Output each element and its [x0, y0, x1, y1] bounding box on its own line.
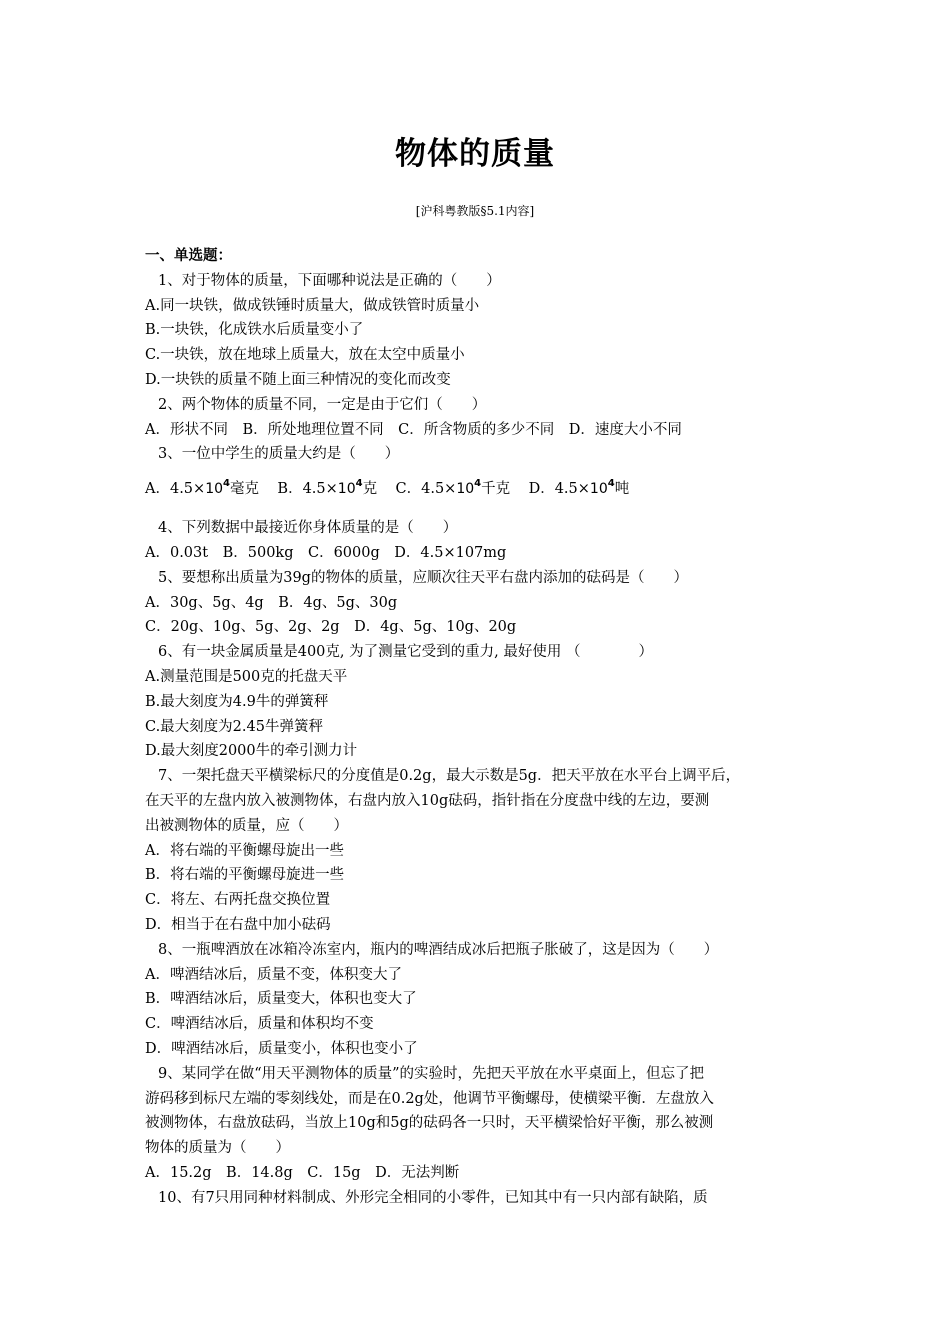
q1-option-a: A.同一块铁，做成铁锤时质量大，做成铁管时质量小	[145, 297, 480, 314]
question-5: 5、要想称出质量为39g的物体的质量，应顺次往天平右盘内添加的砝码是（ ）	[158, 569, 688, 586]
q7-option-a: A．将右端的平衡螺母旋出一些	[145, 842, 344, 859]
q2-options: A．形状不同 B．所处地理位置不同 C．所含物质的多少不同 D．速度大小不同	[145, 421, 682, 438]
question-7-line-3: 出被测物体的质量，应（ ）	[145, 817, 348, 834]
page-subtitle: [沪科粤教版§5.1内容]	[415, 204, 535, 218]
q6-option-d: D.最大刻度2000牛的牵引测力计	[145, 743, 358, 760]
q6-option-b: B.最大刻度为4.9牛的弹簧秤	[145, 693, 329, 710]
q4-options: A．0.03t B．500kg C．6000g D．4.5×107mg	[145, 544, 507, 561]
question-9-line-3: 被测物体，右盘放砝码，当放上10g和5g的砝码各一只时，天平横梁恰好平衡，那么被测	[145, 1115, 714, 1132]
question-7-line-2: 在天平的左盘内放入被测物体，右盘内放入10g砝码，指针指在分度盘中线的左边，要测	[145, 792, 710, 809]
question-4: 4、下列数据中最接近你身体质量的是（ ）	[158, 520, 458, 537]
question-9-line-4: 物体的质量为（ ）	[145, 1140, 290, 1157]
q8-option-a: A．啤酒结冰后，质量不变，体积变大了	[145, 966, 402, 983]
document-body	[145, 244, 825, 1210]
q8-option-b: B．啤酒结冰后，质量变大，体积也变大了	[145, 991, 417, 1008]
q1-option-b: B.一块铁，化成铁水后质量变小了	[145, 322, 364, 339]
q1-option-c: C.一块铁，放在地球上质量大，放在太空中质量小	[145, 347, 465, 364]
q3-option-a: A．$4.5\times 10^4$毫克	[145, 478, 259, 498]
page-title: 物体的质量	[395, 136, 555, 172]
question-8: 8、一瓶啤酒放在冰箱冷冻室内，瓶内的啤酒结成冰后把瓶子胀破了，这是因为（ ）	[158, 941, 719, 958]
question-10-line-1: 10、有7只用同种材料制成、外形完全相同的小零件，已知其中有一只内部有缺陷，质	[158, 1189, 708, 1206]
q1-option-d: D.一块铁的质量不随上面三种情况的变化而改变	[145, 371, 451, 388]
q8-option-c: C．啤酒结冰后，质量和体积均不变	[145, 1016, 374, 1033]
q3-options	[145, 467, 825, 501]
question-7-line-1: 7、一架托盘天平横梁标尺的分度值是0.2g，最大示数是5g．把天平放在水平台上调平后，	[158, 768, 741, 785]
q3-option-c: C．$4.5\times 10^4$千克	[395, 478, 511, 498]
question-9-line-2: 游码移到标尺左端的零刻线处，而是在0.2g处，他调节平衡螺母，使横梁平衡．左盘放入	[145, 1090, 714, 1107]
question-2: 2、两个物体的质量不同，一定是由于它们（ ）	[158, 396, 487, 413]
q3-option-d: D．$4.5\times 10^4$吨	[528, 478, 630, 498]
q7-option-d: D．相当于在右盘中加小砝码	[145, 916, 331, 933]
q5-options-ab: A．30g、5g、4g B．4g、5g、30g	[145, 594, 398, 611]
q9-options: A．15.2g B．14.8g C．15g D．无法判断	[145, 1164, 460, 1181]
q3-option-b: B．$4.5\times 10^4$克	[277, 478, 378, 498]
question-6: 6、有一块金属质量是400克, 为了测量它受到的重力, 最好使用 （ ）	[158, 644, 653, 661]
q6-option-a: A.测量范围是500克的托盘天平	[145, 668, 348, 685]
q7-option-b: B．将右端的平衡螺母旋进一些	[145, 867, 345, 884]
q7-option-c: C．将左、右两托盘交换位置	[145, 892, 331, 909]
question-9-line-1: 9、某同学在做“用天平测物体的质量”的实验时，先把天平放在水平桌面上，但忘了把	[158, 1065, 705, 1082]
question-1: 1、对于物体的质量，下面哪种说法是正确的（ ）	[158, 272, 501, 289]
question-3: 3、一位中学生的质量大约是（ ）	[158, 446, 400, 463]
q5-options-cd: C．20g、10g、5g、2g、2g D．4g、5g、10g、20g	[145, 619, 517, 636]
section-heading: 一、单选题：	[145, 247, 232, 264]
q8-option-d: D．啤酒结冰后，质量变小，体积也变小了	[145, 1040, 418, 1057]
q6-option-c: C.最大刻度为2.45牛弹簧秤	[145, 718, 323, 735]
